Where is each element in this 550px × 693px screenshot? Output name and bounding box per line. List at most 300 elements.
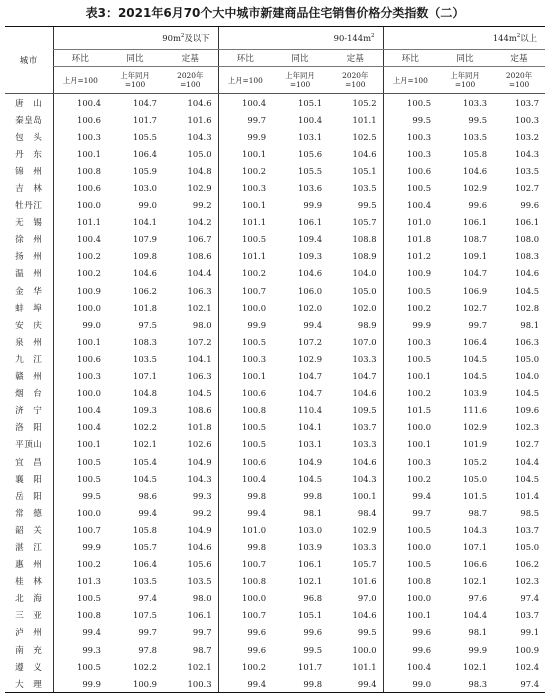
index-value: 100.1 bbox=[53, 145, 107, 162]
index-value: 104.5 bbox=[463, 371, 488, 382]
index-value: 107.0 bbox=[352, 336, 377, 347]
index-value: 102.7 bbox=[515, 183, 540, 194]
index-value: 100.5 bbox=[53, 590, 107, 607]
metric-header: 同比 bbox=[107, 50, 163, 67]
index-value: 97.8 bbox=[138, 644, 157, 655]
index-value: 100.0 bbox=[218, 590, 272, 607]
index-value: 102.4 bbox=[515, 661, 540, 672]
index-value: 99.9 bbox=[468, 644, 488, 655]
index-value: 97.4 bbox=[520, 593, 540, 604]
index-value: 100.5 bbox=[383, 179, 437, 196]
index-value: 105.2 bbox=[463, 456, 488, 467]
table-row bbox=[5, 282, 545, 299]
index-value: 98.7 bbox=[192, 644, 212, 655]
index-value: 104.1 bbox=[187, 353, 212, 364]
index-value: 99.7 bbox=[192, 627, 212, 638]
table-row bbox=[5, 538, 545, 555]
index-value: 100.6 bbox=[218, 385, 272, 402]
index-value: 97.6 bbox=[468, 593, 488, 604]
index-value: 98.1 bbox=[468, 627, 488, 638]
table-row bbox=[5, 248, 545, 265]
index-value: 100.5 bbox=[53, 453, 107, 470]
index-value: 97.4 bbox=[493, 675, 545, 693]
index-value: 99.9 bbox=[53, 675, 107, 693]
index-value: 104.6 bbox=[187, 97, 212, 108]
table-row bbox=[5, 368, 545, 385]
index-value: 105.1 bbox=[298, 97, 323, 108]
index-value: 100.6 bbox=[53, 179, 107, 196]
index-value: 105.2 bbox=[352, 97, 377, 108]
index-value: 105.8 bbox=[133, 524, 157, 535]
index-value: 100.4 bbox=[218, 470, 272, 487]
index-value: 103.3 bbox=[463, 97, 488, 108]
index-value: 104.9 bbox=[187, 524, 212, 535]
city-name: 泸 州 bbox=[15, 628, 43, 639]
index-value: 101.1 bbox=[218, 248, 272, 265]
index-value: 100.2 bbox=[53, 248, 107, 265]
city-name: 吉 林 bbox=[15, 184, 43, 195]
index-value: 104.6 bbox=[352, 610, 377, 621]
index-value: 99.7 bbox=[138, 627, 157, 638]
city-name: 惠 州 bbox=[15, 560, 43, 571]
index-value: 100.3 bbox=[163, 675, 218, 693]
city-name: 桂 林 bbox=[15, 577, 43, 588]
index-value: 97.5 bbox=[138, 319, 157, 330]
index-value: 103.7 bbox=[515, 610, 540, 621]
index-value: 100.2 bbox=[218, 658, 272, 675]
index-value: 106.1 bbox=[298, 217, 323, 228]
index-value: 99.8 bbox=[303, 490, 323, 501]
metric-header: 同比 bbox=[437, 50, 493, 67]
base-header-line1: 2020年 bbox=[177, 71, 204, 80]
index-value: 101.6 bbox=[352, 576, 377, 587]
index-value: 104.7 bbox=[298, 388, 323, 399]
index-value: 104.7 bbox=[298, 371, 323, 382]
index-value: 100.4 bbox=[298, 114, 323, 125]
index-value: 109.4 bbox=[298, 234, 323, 245]
index-value: 107.2 bbox=[187, 336, 212, 347]
index-value: 99.9 bbox=[53, 538, 107, 555]
city-name: 洛 阳 bbox=[15, 423, 43, 434]
index-value: 100.5 bbox=[218, 231, 272, 248]
index-value: 100.9 bbox=[107, 675, 163, 693]
index-value: 102.1 bbox=[187, 302, 212, 313]
index-value: 100.7 bbox=[53, 521, 107, 538]
index-value: 100.5 bbox=[383, 521, 437, 538]
index-value: 102.7 bbox=[463, 302, 488, 313]
index-value: 102.2 bbox=[133, 422, 157, 433]
index-value: 100.8 bbox=[218, 573, 272, 590]
index-value: 107.1 bbox=[463, 541, 488, 552]
index-value: 106.9 bbox=[463, 285, 488, 296]
index-value: 104.1 bbox=[133, 217, 157, 228]
table-row bbox=[5, 453, 545, 470]
index-value: 104.5 bbox=[298, 473, 323, 484]
index-value: 101.7 bbox=[298, 661, 323, 672]
index-value: 105.1 bbox=[298, 610, 323, 621]
index-value: 106.4 bbox=[133, 148, 157, 159]
index-value: 103.9 bbox=[298, 541, 323, 552]
index-value: 100.9 bbox=[383, 265, 437, 282]
base-header-line1: 上年同月 bbox=[120, 71, 150, 80]
index-value: 111.6 bbox=[463, 405, 488, 416]
index-value: 100.2 bbox=[383, 470, 437, 487]
index-value: 105.7 bbox=[352, 559, 377, 570]
index-value: 108.0 bbox=[515, 234, 540, 245]
city-name: 安 庆 bbox=[15, 320, 43, 331]
base-header-line1: 上年同月 bbox=[450, 71, 480, 80]
base-header-line1: 上月=100 bbox=[62, 75, 98, 85]
table-row bbox=[5, 214, 545, 231]
group-header-over-144: $144m^2$以上 bbox=[383, 27, 545, 50]
index-value: 104.7 bbox=[463, 268, 488, 279]
index-value: 99.6 bbox=[218, 624, 272, 641]
base-header bbox=[328, 67, 383, 94]
city-name: 唐 山 bbox=[15, 98, 43, 109]
index-value: 101.1 bbox=[352, 661, 377, 672]
index-value: 99.6 bbox=[383, 641, 437, 658]
index-value: 104.9 bbox=[187, 456, 212, 467]
index-value: 106.3 bbox=[187, 371, 212, 382]
index-value: 100.1 bbox=[383, 607, 437, 624]
index-value: 99.0 bbox=[138, 200, 157, 211]
index-value: 102.3 bbox=[515, 576, 540, 587]
index-value: 109.1 bbox=[463, 251, 488, 262]
city-name: 北 海 bbox=[15, 594, 43, 605]
index-value: 100.6 bbox=[218, 453, 272, 470]
index-value: 104.5 bbox=[133, 473, 157, 484]
index-value: 102.1 bbox=[463, 576, 488, 587]
index-value: 105.4 bbox=[133, 456, 157, 467]
index-value: 104.6 bbox=[352, 388, 377, 399]
index-value: 108.6 bbox=[187, 251, 212, 262]
index-value: 100.5 bbox=[218, 436, 272, 453]
index-value: 99.6 bbox=[520, 200, 540, 211]
table-row bbox=[5, 607, 545, 624]
base-header-line1: 上月=100 bbox=[227, 75, 263, 85]
price-index-table bbox=[5, 26, 545, 693]
city-name: 牡丹江 bbox=[15, 201, 43, 212]
index-value: 105.7 bbox=[352, 217, 377, 228]
table-row bbox=[5, 470, 545, 487]
index-value: 99.4 bbox=[218, 504, 272, 521]
index-value: 103.5 bbox=[187, 576, 212, 587]
index-value: 98.9 bbox=[357, 319, 377, 330]
index-value: 99.2 bbox=[192, 200, 212, 211]
index-value: 100.1 bbox=[218, 197, 272, 214]
table-row bbox=[5, 624, 545, 641]
index-value: 103.7 bbox=[515, 524, 540, 535]
index-value: 101.7 bbox=[133, 114, 157, 125]
index-value: 100.2 bbox=[218, 162, 272, 179]
index-value: 104.0 bbox=[515, 371, 540, 382]
index-value: 104.0 bbox=[352, 268, 377, 279]
index-value: 100.5 bbox=[383, 282, 437, 299]
table-row bbox=[5, 504, 545, 521]
index-value: 110.4 bbox=[298, 405, 323, 416]
index-value: 102.0 bbox=[298, 302, 323, 313]
index-value: 100.3 bbox=[53, 368, 107, 385]
group-header-under-90: $90m^2$及以下 bbox=[53, 27, 218, 50]
metric-header: 环比 bbox=[383, 50, 437, 67]
index-value: 102.9 bbox=[187, 183, 212, 194]
table-row bbox=[5, 385, 545, 402]
index-value: 104.5 bbox=[187, 388, 212, 399]
table-row bbox=[5, 402, 545, 419]
city-name: 温 州 bbox=[15, 269, 43, 280]
city-column-header: 城市 bbox=[5, 27, 53, 94]
index-value: 104.7 bbox=[133, 97, 157, 108]
city-name: 襄 阳 bbox=[15, 474, 43, 485]
index-value: 104.5 bbox=[515, 473, 540, 484]
index-value: 108.6 bbox=[187, 405, 212, 416]
index-value: 108.7 bbox=[463, 234, 488, 245]
index-value: 99.4 bbox=[138, 507, 157, 518]
index-value: 104.4 bbox=[515, 456, 540, 467]
index-value: 107.2 bbox=[298, 336, 323, 347]
index-value: 98.3 bbox=[437, 675, 493, 693]
index-value: 98.6 bbox=[138, 490, 157, 501]
index-value: 104.3 bbox=[463, 524, 488, 535]
table-row bbox=[5, 675, 545, 693]
table-row bbox=[5, 436, 545, 453]
city-name: 泉 州 bbox=[15, 337, 43, 348]
city-name: 湛 江 bbox=[15, 542, 43, 553]
index-value: 105.0 bbox=[515, 541, 540, 552]
index-value: 105.7 bbox=[133, 541, 157, 552]
table-row bbox=[5, 179, 545, 196]
index-value: 100.1 bbox=[383, 436, 437, 453]
index-value: 102.3 bbox=[515, 422, 540, 433]
index-value: 99.4 bbox=[303, 319, 323, 330]
metric-header: 定基 bbox=[493, 50, 545, 67]
city-name: 南 充 bbox=[15, 645, 43, 656]
index-value: 103.6 bbox=[298, 183, 323, 194]
city-name: 平顶山 bbox=[15, 440, 43, 451]
index-value: 100.0 bbox=[352, 644, 377, 655]
index-value: 99.4 bbox=[383, 487, 437, 504]
index-value: 105.1 bbox=[352, 165, 377, 176]
index-value: 99.3 bbox=[192, 490, 212, 501]
index-value: 100.0 bbox=[218, 299, 272, 316]
index-value: 99.9 bbox=[303, 200, 323, 211]
index-value: 99.6 bbox=[303, 627, 323, 638]
index-value: 99.7 bbox=[218, 111, 272, 128]
index-value: 101.6 bbox=[187, 114, 212, 125]
index-value: 101.5 bbox=[463, 490, 488, 501]
index-value: 99.0 bbox=[383, 675, 437, 693]
table-title: 表3：2021年6月70个大中城市新建商品住宅销售价格分类指数（二） bbox=[85, 6, 465, 20]
index-value: 100.1 bbox=[53, 436, 107, 453]
index-value: 100.1 bbox=[218, 145, 272, 162]
index-value: 108.3 bbox=[133, 336, 157, 347]
index-value: 96.8 bbox=[303, 593, 323, 604]
index-value: 104.5 bbox=[515, 285, 540, 296]
base-header bbox=[272, 67, 328, 94]
index-value: 100.1 bbox=[218, 368, 272, 385]
table-row bbox=[5, 128, 545, 145]
index-value: 100.0 bbox=[53, 504, 107, 521]
index-value: 100.5 bbox=[383, 350, 437, 367]
index-value: 101.5 bbox=[383, 402, 437, 419]
index-value: 104.7 bbox=[352, 371, 377, 382]
index-value: 99.7 bbox=[468, 319, 488, 330]
metric-header: 定基 bbox=[163, 50, 218, 67]
index-value: 102.1 bbox=[133, 439, 157, 450]
metric-header: 同比 bbox=[272, 50, 328, 67]
index-value: 102.1 bbox=[463, 661, 488, 672]
index-value: 104.5 bbox=[515, 388, 540, 399]
table-row bbox=[5, 556, 545, 573]
index-value: 107.5 bbox=[133, 610, 157, 621]
index-value: 99.3 bbox=[53, 641, 107, 658]
index-value: 106.1 bbox=[298, 559, 323, 570]
city-name: 岳 阳 bbox=[15, 491, 43, 502]
base-header-line1: 上月=100 bbox=[392, 75, 428, 85]
index-value: 100.1 bbox=[383, 368, 437, 385]
index-value: 106.1 bbox=[187, 610, 212, 621]
index-value: 105.6 bbox=[187, 559, 212, 570]
index-value: 102.9 bbox=[298, 353, 323, 364]
city-name: 丹 东 bbox=[15, 149, 43, 160]
table-row bbox=[5, 111, 545, 128]
index-value: 104.6 bbox=[463, 165, 488, 176]
index-value: 101.2 bbox=[383, 248, 437, 265]
index-value: 103.2 bbox=[515, 131, 540, 142]
index-value: 102.6 bbox=[187, 439, 212, 450]
index-value: 107.9 bbox=[133, 234, 157, 245]
index-value: 100.5 bbox=[218, 333, 272, 350]
index-value: 97.0 bbox=[357, 593, 377, 604]
index-value: 100.8 bbox=[218, 402, 272, 419]
index-value: 108.3 bbox=[515, 251, 540, 262]
index-value: 103.7 bbox=[515, 97, 540, 108]
index-value: 100.3 bbox=[218, 350, 272, 367]
table-row bbox=[5, 162, 545, 179]
index-value: 103.1 bbox=[298, 439, 323, 450]
index-value: 100.8 bbox=[53, 607, 107, 624]
table-row bbox=[5, 590, 545, 607]
index-value: 104.3 bbox=[352, 473, 377, 484]
index-value: 99.9 bbox=[383, 316, 437, 333]
index-value: 103.0 bbox=[133, 183, 157, 194]
table-row bbox=[5, 197, 545, 214]
index-value: 104.6 bbox=[352, 456, 377, 467]
index-value: 99.6 bbox=[218, 641, 272, 658]
index-value: 103.7 bbox=[352, 422, 377, 433]
index-value: 99.9 bbox=[218, 128, 272, 145]
base-header bbox=[163, 67, 218, 94]
table-row bbox=[5, 521, 545, 538]
index-value: 100.3 bbox=[218, 179, 272, 196]
index-value: 103.5 bbox=[133, 576, 157, 587]
index-value: 99.1 bbox=[520, 627, 540, 638]
index-value: 101.1 bbox=[352, 114, 377, 125]
index-value: 102.0 bbox=[352, 302, 377, 313]
base-header-line1: 2020年 bbox=[342, 71, 369, 80]
index-value: 99.8 bbox=[272, 675, 328, 693]
city-name: 赣 州 bbox=[15, 372, 43, 383]
index-value: 104.2 bbox=[187, 217, 212, 228]
index-value: 99.4 bbox=[53, 624, 107, 641]
index-value: 99.5 bbox=[303, 644, 323, 655]
index-value: 100.2 bbox=[218, 265, 272, 282]
index-value: 104.6 bbox=[133, 268, 157, 279]
index-value: 100.3 bbox=[383, 333, 437, 350]
index-value: 100.0 bbox=[383, 538, 437, 555]
index-value: 100.2 bbox=[53, 265, 107, 282]
index-value: 100.3 bbox=[53, 128, 107, 145]
index-value: 101.0 bbox=[218, 521, 272, 538]
city-name: 锦 州 bbox=[15, 166, 43, 177]
city-name: 韶 关 bbox=[15, 525, 43, 536]
index-value: 104.3 bbox=[187, 131, 212, 142]
table-row bbox=[5, 94, 545, 112]
index-value: 109.3 bbox=[133, 405, 157, 416]
index-value: 100.8 bbox=[53, 162, 107, 179]
index-value: 100.2 bbox=[53, 556, 107, 573]
city-name: 大 理 bbox=[5, 675, 53, 693]
table-row bbox=[5, 265, 545, 282]
index-value: 102.9 bbox=[352, 524, 377, 535]
index-value: 100.1 bbox=[53, 333, 107, 350]
index-value: 100.1 bbox=[352, 490, 377, 501]
base-header-line2: =100 bbox=[124, 80, 146, 89]
index-value: 109.6 bbox=[515, 405, 540, 416]
index-value: 106.7 bbox=[187, 234, 212, 245]
index-value: 106.3 bbox=[187, 285, 212, 296]
index-value: 106.1 bbox=[463, 217, 488, 228]
index-value: 100.4 bbox=[383, 197, 437, 214]
table-row bbox=[5, 333, 545, 350]
base-header bbox=[493, 67, 545, 94]
index-value: 106.6 bbox=[463, 559, 488, 570]
index-value: 100.9 bbox=[53, 282, 107, 299]
city-name: 宜 昌 bbox=[15, 457, 43, 468]
city-name: 烟 台 bbox=[15, 389, 43, 400]
index-value: 100.4 bbox=[53, 402, 107, 419]
index-value: 100.3 bbox=[383, 145, 437, 162]
base-header bbox=[107, 67, 163, 94]
index-value: 99.5 bbox=[383, 111, 437, 128]
index-value: 101.8 bbox=[133, 302, 157, 313]
index-value: 105.8 bbox=[463, 148, 488, 159]
index-value: 105.0 bbox=[515, 353, 540, 364]
base-header bbox=[53, 67, 107, 94]
index-value: 101.3 bbox=[53, 573, 107, 590]
table-row bbox=[5, 487, 545, 504]
base-header-line2: =100 bbox=[180, 80, 201, 89]
index-value: 100.2 bbox=[383, 385, 437, 402]
index-value: 100.3 bbox=[383, 128, 437, 145]
index-value: 100.5 bbox=[53, 658, 107, 675]
index-value: 103.5 bbox=[133, 353, 157, 364]
index-value: 99.6 bbox=[468, 200, 488, 211]
index-value: 105.9 bbox=[133, 165, 157, 176]
index-value: 100.0 bbox=[53, 299, 107, 316]
table-row bbox=[5, 641, 545, 658]
table-row bbox=[5, 419, 545, 436]
index-value: 100.4 bbox=[53, 419, 107, 436]
index-value: 102.7 bbox=[515, 439, 540, 450]
index-value: 98.7 bbox=[468, 507, 488, 518]
index-value: 104.6 bbox=[515, 268, 540, 279]
base-header bbox=[218, 67, 272, 94]
index-value: 103.3 bbox=[352, 353, 377, 364]
base-header-line1: 上年同月 bbox=[285, 71, 315, 80]
index-value: 100.4 bbox=[53, 94, 107, 112]
index-value: 99.5 bbox=[357, 627, 377, 638]
